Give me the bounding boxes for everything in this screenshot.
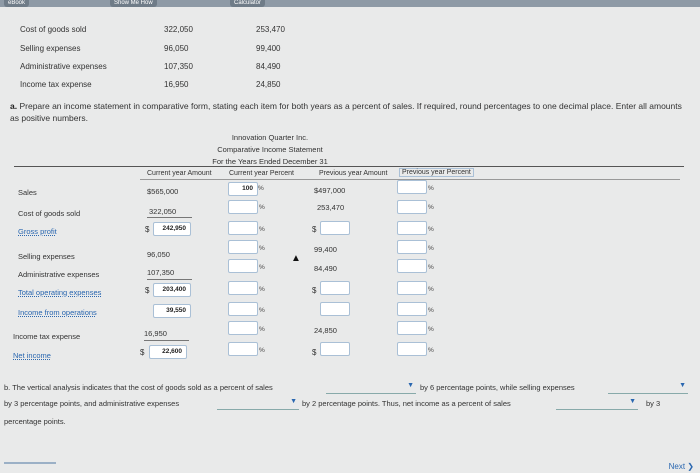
total-op-current-pct-input[interactable] <box>228 281 258 295</box>
total-op-previous-pct-input[interactable] <box>397 281 427 295</box>
dollar-sign: $ <box>312 286 317 295</box>
pct-sign: % <box>428 226 434 233</box>
next-label: Next <box>668 462 686 471</box>
pct-sign: % <box>428 347 434 354</box>
income-ops-previous-input[interactable] <box>320 302 350 316</box>
sales-current-pct: 100 <box>228 182 258 196</box>
part-a-instructions <box>10 100 690 124</box>
top-row-current: 322,050 <box>164 25 193 34</box>
row-label-gross-profit: Gross profit <box>18 227 57 236</box>
total-op-previous-input[interactable] <box>320 281 350 295</box>
net-current-pct-input[interactable] <box>228 342 258 356</box>
next-button[interactable] <box>669 462 694 471</box>
cogs-direction-dropdown[interactable] <box>326 381 416 394</box>
top-row-previous: 24,850 <box>256 80 281 89</box>
net-previous-input[interactable] <box>320 342 350 356</box>
total-operating-current: 203,400 <box>153 283 191 297</box>
bottom-progress-line <box>4 462 56 464</box>
col-current-percent: Current year Percent <box>229 170 294 177</box>
pct-sign: % <box>259 347 265 354</box>
top-row-previous: 84,490 <box>256 62 281 71</box>
admin-direction-dropdown[interactable] <box>217 397 299 410</box>
col-previous-percent: Previous year Percent <box>399 168 474 177</box>
top-toolbar <box>0 0 700 7</box>
income-ops-previous-pct-input[interactable] <box>397 302 427 316</box>
admin-previous-pct-input[interactable] <box>397 259 427 273</box>
pct-sign: % <box>428 286 434 293</box>
pct-sign: % <box>259 226 265 233</box>
pct-sign: % <box>428 245 434 252</box>
dollar-sign: $ <box>312 225 317 234</box>
sales-previous: $497,000 <box>314 186 346 195</box>
selling-previous-pct-input[interactable] <box>397 240 427 254</box>
income-ops-current-pct-input[interactable] <box>228 302 258 316</box>
tax-previous: 24,850 <box>314 326 337 335</box>
chevron-down-icon: ▼ <box>407 382 414 389</box>
pct-sign: % <box>428 204 434 211</box>
admin-current-pct-input[interactable] <box>228 259 258 273</box>
row-label-sales: Sales <box>18 188 37 197</box>
gross-profit-current: 242,950 <box>153 222 191 236</box>
pct-sign: % <box>259 204 265 211</box>
cogs-previous-pct-input[interactable] <box>397 200 427 214</box>
header-rule <box>14 166 684 167</box>
row-label-income-tax: Income tax expense <box>13 332 81 341</box>
row-label-admin: Administrative expenses <box>18 270 100 279</box>
top-row-previous: 253,470 <box>256 25 285 34</box>
row-label-selling: Selling expenses <box>18 252 75 261</box>
part-b-line1-start: b. The vertical analysis indicates that the cost of goods sold as a percent of sales <box>4 383 273 392</box>
pct-sign: % <box>258 185 264 192</box>
chevron-right-icon: ❯ <box>687 462 694 471</box>
cogs-underline <box>147 217 192 218</box>
cogs-previous: 253,470 <box>317 203 345 212</box>
pct-sign: % <box>259 245 265 252</box>
admin-current: 107,350 <box>147 268 175 277</box>
admin-previous: 84,490 <box>314 264 337 273</box>
selling-current-pct-input[interactable] <box>228 240 258 254</box>
dollar-sign: $ <box>140 348 145 357</box>
top-row-current: 16,950 <box>164 80 189 89</box>
gross-previous-input[interactable] <box>320 221 350 235</box>
row-label-total-operating: Total operating expenses <box>18 288 102 297</box>
income-operations-current: 39,550 <box>153 304 191 318</box>
dollar-sign: $ <box>145 225 150 234</box>
part-b-line2-end: by 3 <box>646 399 661 408</box>
chevron-down-icon: ▼ <box>290 398 297 405</box>
ebook-tab[interactable]: eBook <box>4 0 29 7</box>
part-b-line3: percentage points. <box>4 417 66 426</box>
net-previous-pct-input[interactable] <box>397 342 427 356</box>
cogs-current-pct-input[interactable] <box>228 200 258 214</box>
selling-current: 96,050 <box>147 250 170 259</box>
calculator-tab[interactable]: Calculator <box>230 0 265 7</box>
top-row-label: Cost of goods sold <box>20 25 87 34</box>
pct-sign: % <box>259 264 265 271</box>
pct-sign: % <box>428 185 434 192</box>
sales-previous-pct-input[interactable] <box>397 180 427 194</box>
gross-current-pct-input[interactable] <box>228 221 258 235</box>
tax-current: 16,950 <box>144 329 167 338</box>
top-row-label: Income tax expense <box>20 80 92 89</box>
gross-previous-pct-input[interactable] <box>397 221 427 235</box>
pct-sign: % <box>259 286 265 293</box>
part-a-text: Prepare an income statement in comparative form, stating each item for both years as a percent of sales. If required, round percentages to one decimal place. Enter all amounts as positive numbers. <box>10 101 682 123</box>
top-row-current: 107,350 <box>164 62 193 71</box>
top-row-label: Administrative expenses <box>20 62 107 71</box>
row-label-income-operations: Income from operations <box>18 308 97 317</box>
part-b-line1-mid: by 6 percentage points, while selling expenses <box>420 383 575 392</box>
net-income-direction-dropdown[interactable] <box>556 397 638 410</box>
cogs-current: 322,050 <box>149 207 177 216</box>
mouse-cursor-icon: ▲ <box>291 253 301 264</box>
part-a-prefix: a. <box>10 101 18 111</box>
sales-current: $565,000 <box>147 187 179 196</box>
admin-underline <box>147 279 192 280</box>
company-name: Innovation Quarter Inc. <box>231 133 309 142</box>
tax-underline <box>144 340 189 341</box>
selling-direction-dropdown[interactable] <box>608 381 688 394</box>
part-b-line2-mid: by 2 percentage points. Thus, net income as a percent of sales <box>302 399 511 408</box>
top-row-label: Selling expenses <box>20 44 81 53</box>
statement-period: For the Years Ended December 31 <box>212 157 328 166</box>
row-label-cogs: Cost of goods sold <box>18 209 81 218</box>
tax-current-pct-input[interactable] <box>228 321 258 335</box>
chevron-down-icon: ▼ <box>679 382 686 389</box>
top-row-previous: 99,400 <box>256 44 281 53</box>
top-row-current: 96,050 <box>164 44 189 53</box>
chevron-down-icon: ▼ <box>629 398 636 405</box>
net-income-current: 22,600 <box>149 345 187 359</box>
pct-sign: % <box>428 264 434 271</box>
pct-sign: % <box>428 307 434 314</box>
pct-sign: % <box>259 326 265 333</box>
show-me-how-tab[interactable]: Show Me How <box>110 0 157 7</box>
pct-sign: % <box>259 307 265 314</box>
dollar-sign: $ <box>312 348 317 357</box>
dollar-sign: $ <box>145 286 150 295</box>
tax-previous-pct-input[interactable] <box>397 321 427 335</box>
col-previous-amount: Previous year Amount <box>319 170 388 177</box>
col-current-amount: Current year Amount <box>147 170 212 177</box>
statement-title: Comparative Income Statement <box>217 145 323 154</box>
part-b-line2-start: by 3 percentage points, and administrative expenses <box>4 399 180 408</box>
row-label-net-income: Net income <box>13 351 51 360</box>
selling-previous: 99,400 <box>314 245 337 254</box>
pct-sign: % <box>428 326 434 333</box>
